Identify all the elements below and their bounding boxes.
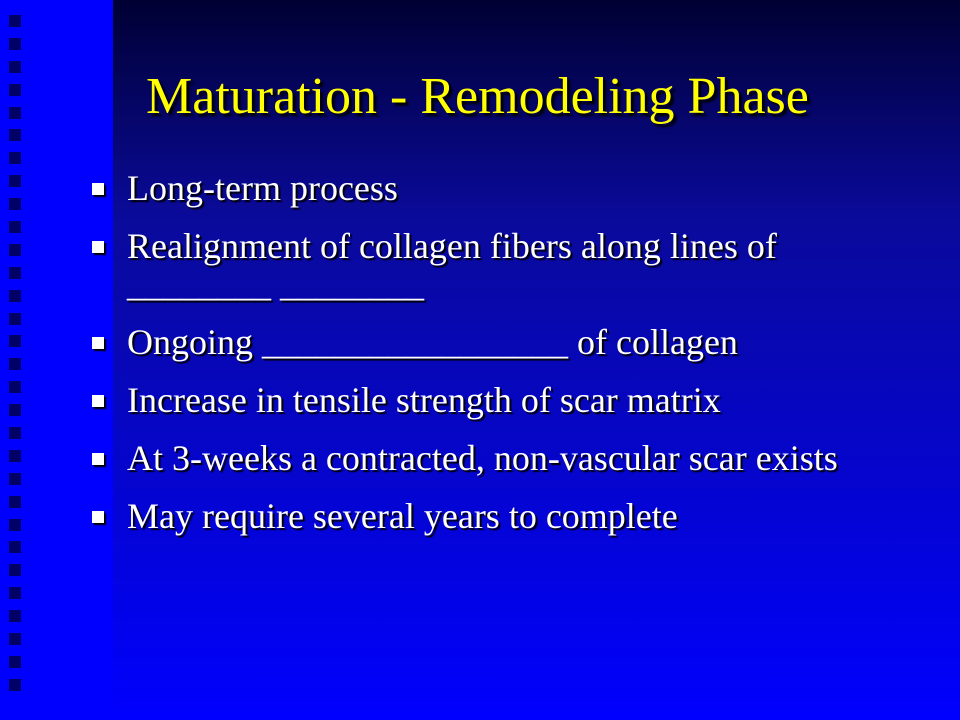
square-dot-icon [9, 633, 21, 645]
bullet-item [92, 323, 912, 361]
square-bullet-icon [92, 183, 104, 195]
bullet-item [92, 227, 912, 303]
square-dot-icon [9, 15, 21, 27]
bullet-text: At 3-weeks a contracted, non-vascular scar exists [127, 438, 838, 478]
bullet-item [92, 439, 912, 477]
square-dot-icon [9, 107, 21, 119]
bullet-list [92, 169, 912, 555]
bullet-text: May require several years to complete [127, 496, 678, 536]
slide-title: Maturation - Remodeling Phase [146, 68, 809, 125]
square-dot-icon [9, 221, 21, 233]
square-dot-icon [9, 84, 21, 96]
square-dot-icon [9, 381, 21, 393]
bullet-item [92, 381, 912, 419]
square-dot-icon [9, 335, 21, 347]
square-dot-icon [9, 404, 21, 416]
square-bullet-icon [92, 241, 104, 253]
square-bullet-icon [92, 511, 104, 523]
bullet-item [92, 169, 912, 207]
square-dot-icon [9, 313, 21, 325]
square-dot-icon [9, 290, 21, 302]
square-dot-icon [9, 679, 21, 691]
bullet-text: Ongoing _________________ of collagen [127, 322, 738, 362]
square-bullet-icon [92, 395, 104, 407]
square-dot-icon [9, 473, 21, 485]
square-dot-icon [9, 450, 21, 462]
square-dot-icon [9, 61, 21, 73]
square-dot-icon [9, 496, 21, 508]
square-dot-icon [9, 587, 21, 599]
square-dot-icon [9, 152, 21, 164]
square-dot-icon [9, 129, 21, 141]
square-dot-icon [9, 610, 21, 622]
bullet-text: Realignment of collagen fibers along lines of ________ ________ [127, 226, 777, 304]
square-dot-icon [9, 656, 21, 668]
square-dot-icon [9, 541, 21, 553]
bullet-item [92, 497, 912, 535]
square-dot-icon [9, 427, 21, 439]
square-dot-icon [9, 38, 21, 50]
bullet-text: Increase in tensile strength of scar matrix [127, 380, 721, 420]
square-dot-icon [9, 519, 21, 531]
square-dot-icon [9, 267, 21, 279]
bullet-text: Long-term process [127, 168, 398, 208]
square-dot-icon [9, 198, 21, 210]
square-dot-column [9, 15, 21, 702]
square-dot-icon [9, 244, 21, 256]
square-dot-icon [9, 175, 21, 187]
square-dot-icon [9, 564, 21, 576]
square-bullet-icon [92, 337, 104, 349]
square-bullet-icon [92, 453, 104, 465]
square-dot-icon [9, 358, 21, 370]
